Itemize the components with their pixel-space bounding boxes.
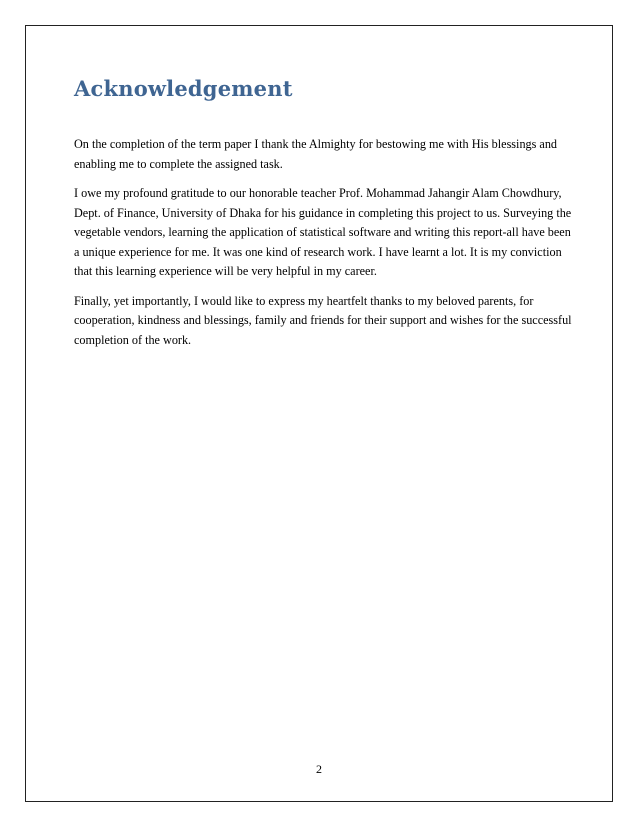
paragraph-thanks-almighty: On the completion of the term paper I thank the Almighty for bestowing me with His blessings and enabling me to complete the assigned task.: [74, 137, 558, 171]
paragraph-gratitude-teacher: I owe my profound gratitude to our honorable teacher Prof. Mohammad Jahangir Alam Chowdhury, Dept. of Finance, University of Dhaka for his guidance in completing this project to us. Surveying the vegetable vendors, learning the application of statistical software and writing this report-all have been a unique experience for me. It was one kind of research work. I have learnt a lot. It is my conviction that this learning experience will be very helpful in my career.: [74, 186, 572, 278]
document-body: [74, 135, 574, 360]
paragraph-thanks-family: Finally, yet importantly, I would like to express my heartfelt thanks to my beloved parents, for cooperation, kindness and blessings, family and friends for their support and wishes for the successful completion of the work.: [74, 293, 572, 347]
page-number: 2: [316, 762, 322, 776]
page-title: Acknowledgement: [74, 76, 293, 101]
